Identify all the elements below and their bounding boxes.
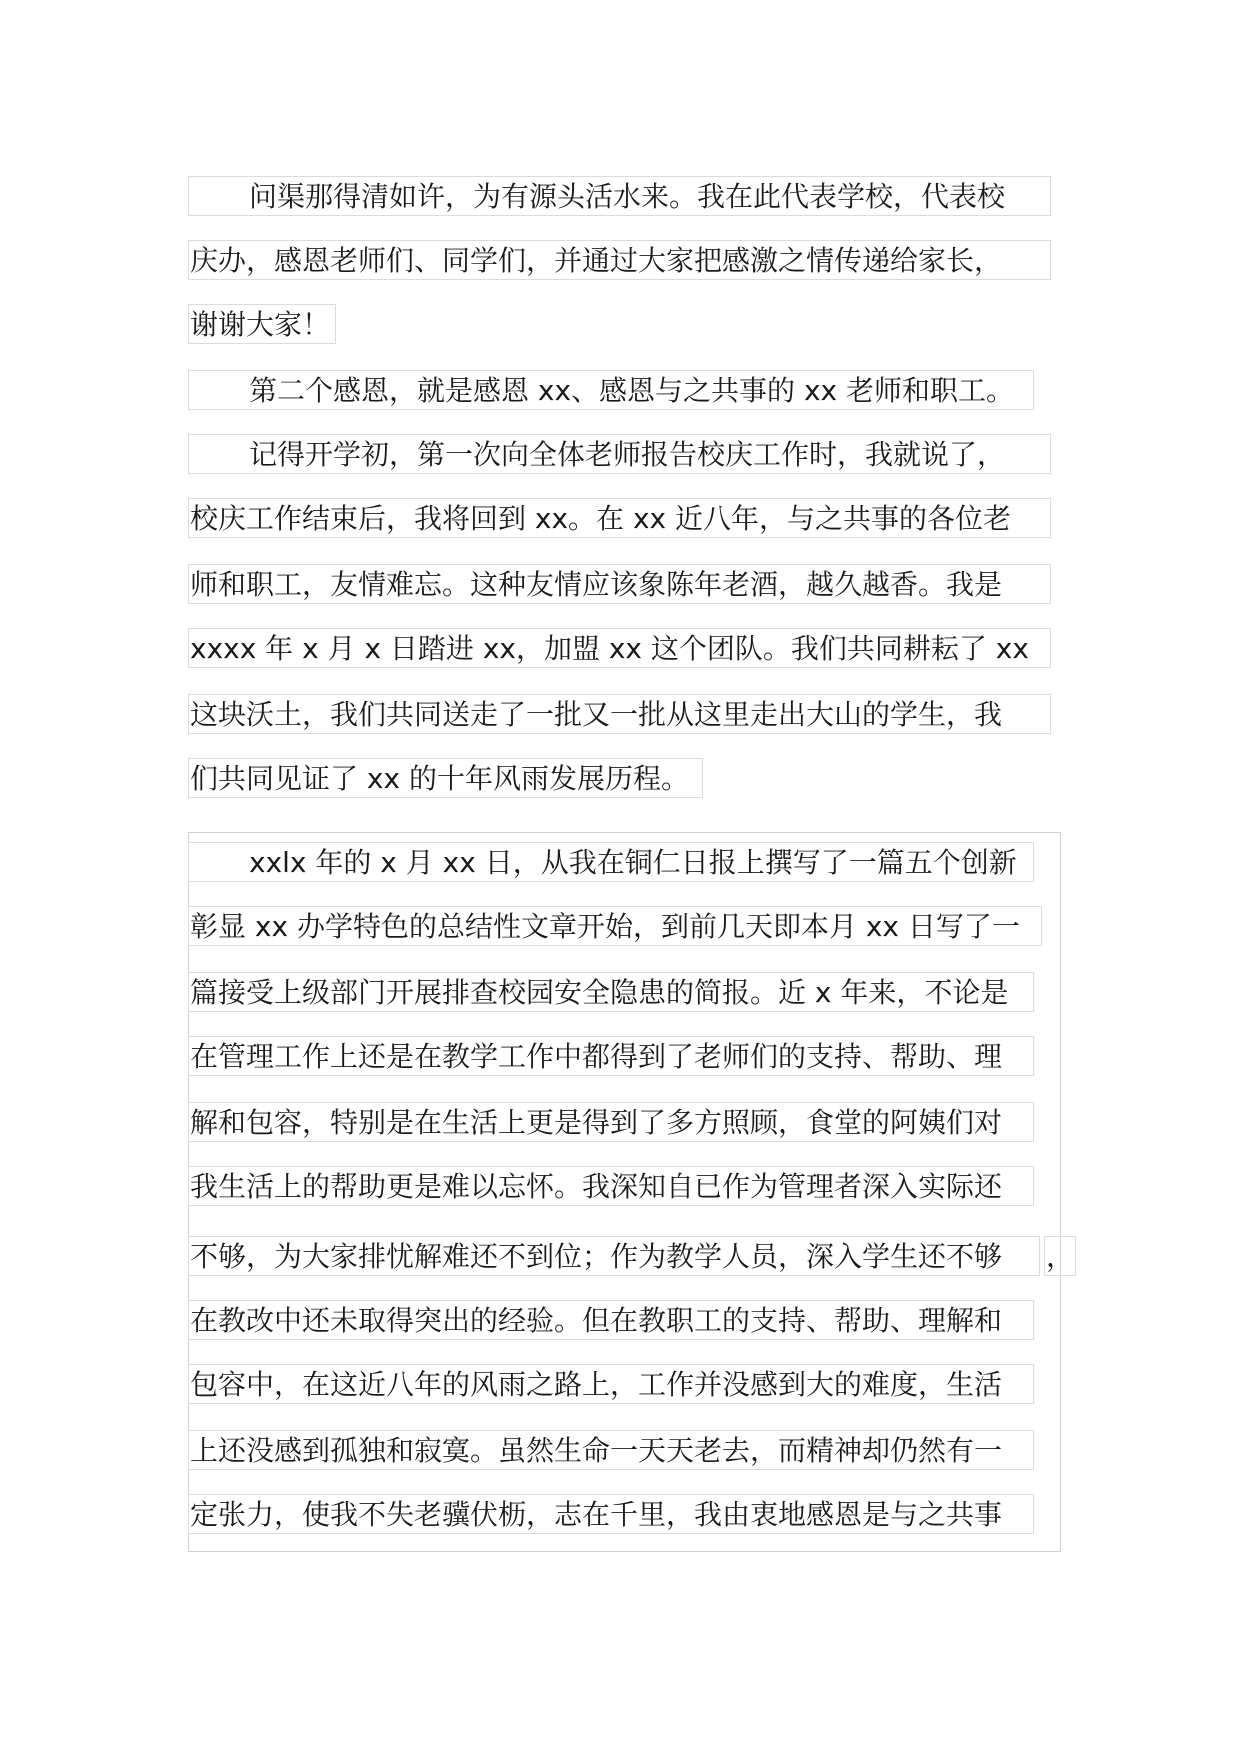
text-line: 第二个感恩，就是感恩 xx、感恩与之共事的 xx 老师和职工。 <box>188 370 1034 410</box>
text-line: 问渠那得清如许，为有源头活水来。我在此代表学校，代表校 <box>188 176 1051 216</box>
text-line: 我生活上的帮助更是难以忘怀。我深知自已作为管理者深入实际还 <box>188 1166 1034 1206</box>
text-line: 这块沃土，我们共同送走了一批又一批从这里走出大山的学生，我 <box>188 694 1051 734</box>
text-line: xxxx 年 x 月 x 日踏进 xx，加盟 xx 这个团队。我们共同耕耘了 xx <box>188 628 1051 668</box>
text-line: 师和职工，友情难忘。这种友情应该象陈年老酒，越久越香。我是 <box>188 564 1051 604</box>
text-line: 们共同见证了 xx 的十年风雨发展历程。 <box>188 758 703 798</box>
text-line: 不够，为大家排忧解难还不到位；作为教学人员，深入学生还不够 <box>188 1236 1040 1276</box>
text-line: 庆办，感恩老师们、同学们，并通过大家把感激之情传递给家长， <box>188 240 1051 280</box>
text-line: 在管理工作上还是在教学工作中都得到了老师们的支持、帮助、理 <box>188 1036 1034 1076</box>
text-line: xxlx 年的 x 月 xx 日，从我在铜仁日报上撰写了一篇五个创新 <box>188 842 1034 882</box>
text-line: 彰显 xx 办学特色的总结性文章开始，到前几天即本月 xx 日写了一 <box>188 906 1042 946</box>
punctuation-mark: ， <box>1044 1236 1076 1276</box>
text-line: 记得开学初，第一次向全体老师报告校庆工作时，我就说了， <box>188 434 1051 474</box>
text-line: 校庆工作结束后，我将回到 xx。在 xx 近八年，与之共事的各位老 <box>188 498 1051 538</box>
text-line: 定张力，使我不失老骥伏枥，志在千里，我由衷地感恩是与之共事 <box>188 1494 1034 1534</box>
text-line: 谢谢大家！ <box>188 304 336 344</box>
text-line: 在教改中还未取得突出的经验。但在教职工的支持、帮助、理解和 <box>188 1300 1034 1340</box>
text-line: 包容中，在这近八年的风雨之路上，工作并没感到大的难度，生活 <box>188 1364 1034 1404</box>
text-line: 篇接受上级部门开展排查校园安全隐患的简报。近 x 年来，不论是 <box>188 972 1034 1012</box>
text-line: 上还没感到孤独和寂寞。虽然生命一天天老去，而精神却仍然有一 <box>188 1430 1034 1470</box>
text-line: 解和包容，特别是在生活上更是得到了多方照顾，食堂的阿姨们对 <box>188 1102 1034 1142</box>
